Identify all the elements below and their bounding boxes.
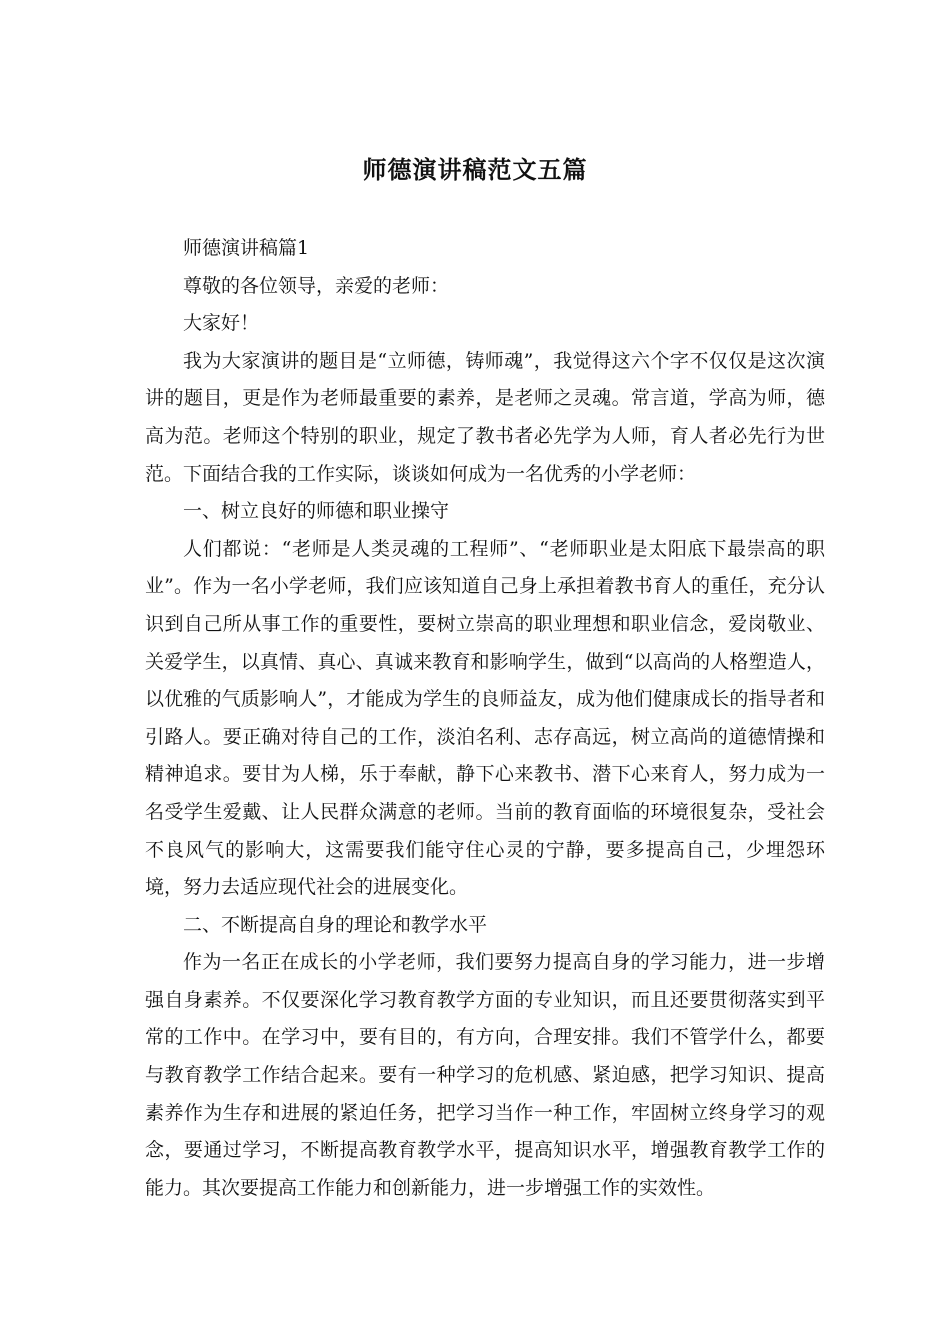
document-body (145, 230, 825, 1207)
subheading-two: 二、不断提高自身的理论和教学水平 (183, 913, 488, 936)
intro-paragraph: 我为大家演讲的题目是“立师德，铸师魂”，我觉得这六个字不仅仅是这次演讲的题目，更是作为老师最重要的素养，是老师之灵魂。常言道，学高为师，德高为范。老师这个特别的职业，规定了教书者必先学为人师，育人者必先行为世范。下面结合我的工作实际，谈谈如何成为一名优秀的小学老师： (145, 349, 825, 485)
section-heading: 师德演讲稿篇1 (183, 237, 310, 259)
body-paragraph-one: 人们都说：“老师是人类灵魂的工程师”、“老师职业是太阳底下最崇高的职业”。作为一名小学老师，我们应该知道自己身上承担着教书育人的重任，充分认识到自己所从事工作的重要性，要树立崇高的职业理想和职业信念，爱岗敬业、关爱学生，以真情、真心、真诚来教育和影响学生，做到“以高尚的人格塑造人，以优雅的气质影响人”，才能成为学生的良师益友，成为他们健康成长的指导者和引路人。要正确对待自己的工作，淡泊名利、志存高远，树立高尚的道德情操和精神追求。要甘为人梯，乐于奉献，静下心来教书、潜下心来育人，努力成为一名受学生爱戴、让人民群众满意的老师。当前的教育面临的环境很复杂，受社会不良风气的影响大，这需要我们能守住心灵的宁静，要多提高自己，少埋怨环境，努力去适应现代社会的进展变化。 (145, 537, 825, 899)
greeting: 大家好！ (183, 312, 260, 335)
subheading-one: 一、树立良好的师德和职业操守 (183, 500, 450, 523)
document-title: 师德演讲稿范文五篇 (362, 155, 588, 184)
body-paragraph-two: 作为一名正在成长的小学老师，我们要努力提高自身的学习能力，进一步增强自身素养。不仅要深化学习教育教学方面的专业知识，而且还要贯彻落实到平常的工作中。在学习中，要有目的，有方向，合理安排。我们不管学什么，都要与教育教学工作结合起来。要有一种学习的危机感、紧迫感，把学习知识、提高素养作为生存和进展的紧迫任务，把学习当作一种工作，牢固树立终身学习的观念，要通过学习，不断提高教育教学水平，提高知识水平，增强教育教学工作的能力。其次要提高工作能力和创新能力，进一步增强工作的实效性。 (145, 951, 825, 1199)
salutation: 尊敬的各位领导，亲爱的老师： (183, 274, 450, 297)
